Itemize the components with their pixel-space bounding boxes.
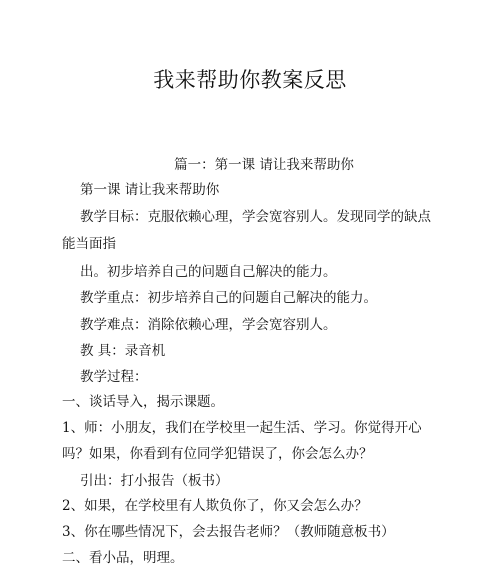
paragraph-line: 3、你在哪些情况下，会去报告老师？（教师随意板书） [62,524,395,540]
paragraph-line: 1、师：小朋友，我们在学校里一起生活、学习。你觉得开心 [62,420,422,436]
paragraph-line: 出。初步培养自己的问题自己解决的能力。 [80,264,337,280]
section-heading: 二、看小品，明理。 [62,550,184,566]
lesson-heading: 第一课 请让我来帮助你 [80,182,220,198]
paragraph-line: 教学重点：初步培养自己的问题自己解决的能力。 [80,290,377,306]
paragraph-line: 吗？如果，你看到有位同学犯错误了，你会怎么办？ [62,446,373,462]
paragraph-line: 教学难点：消除依赖心理，学会宽容别人。 [80,317,337,333]
paragraph-line: 教学过程： [80,369,148,385]
paragraph-line: 2、如果，在学校里有人欺负你了，你又会怎么办？ [62,498,368,514]
paragraph-line: 引出：打小报告（板书） [80,473,229,489]
document-subtitle: 篇一：第一课 请让我来帮助你 [174,157,354,173]
document-title: 我来帮助你教案反思 [153,68,347,92]
paragraph-line: 教学目标：克服依赖心理，学会宽容别人。发现同学的缺点 [80,209,431,225]
section-heading: 一、谈话导入，揭示课题。 [62,394,224,410]
paragraph-line: 教 具：录音机 [80,343,166,359]
paragraph-line: 能当面指 [62,236,116,252]
